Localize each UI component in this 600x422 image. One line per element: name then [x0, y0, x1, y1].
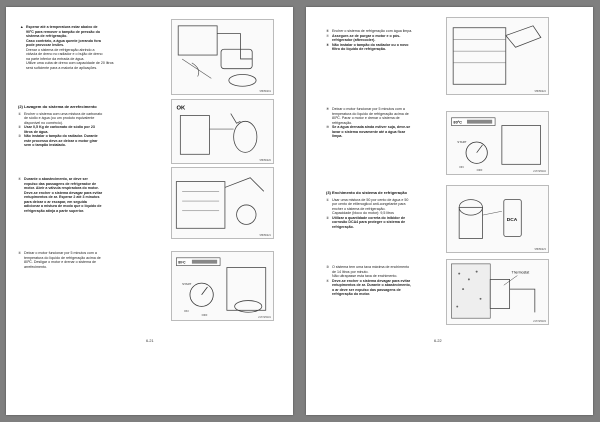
figure-code: SMDM0023 [534, 248, 546, 251]
bullet-icon: ⑨ [326, 107, 330, 111]
figure-ok-label: OK [176, 105, 186, 112]
key-on-label: ON [459, 165, 464, 170]
figure-code: SMDM0021 [259, 234, 271, 237]
bullet-icon: ③ [326, 265, 330, 269]
section-fill-clean: ⑥ Encher o sistema de refrigeração com água limpa. ⑦ Assegure-se de purgar o motor e o pós- refrigerador (aftercooler). ⑧ Não instalar o tampão do radiador ou o novo filtro do líquido de refrigeração. [326, 29, 413, 51]
figure-engine-fill [171, 167, 274, 239]
bullet-icon: ② [326, 215, 330, 220]
bullet-icon: ② [18, 125, 22, 129]
bullet-icon: ④ [18, 177, 22, 181]
section-fill-rate: ③ O sistema tem uma taxa máxima de enchimento de 14 litros por minuto. Não ultrapasse esta taxa de enchimento. ④ Deve-se encher o sistema devagar para evitar entupimentos de ar. Durante o abastecimento, o ar deve ser expulso das passagens de refrigeração do motor. [326, 265, 411, 296]
section-run-engine: ⑤ Deixar o motor funcionar por 5 minutos com a temperatura do líquido de refrigeração acima de 80ºC. Desligar o motor e drenar o sistema de arrefecimento. [18, 251, 101, 269]
key-off-label: OFF [201, 313, 208, 318]
figure-code: 21ST85002 [533, 170, 546, 173]
bullet-icon: ③ [18, 134, 22, 138]
figure-radiator-fill [446, 17, 549, 95]
warning-icon: ▲ [20, 25, 24, 29]
key-start-label: START [457, 140, 467, 144]
section-run-drain: ⑨ Deixar o motor funcionar por 5 minutos com a temperatura do líquido de refrigeração acima de 80ºC. Parar o motor e drenar o sistema de refrigeração. ⑩ Se a água drenada ainda estiver suja, deve-se lavar o sistema novamente até a água ficar limpa. [326, 107, 411, 138]
key-start-label: START [182, 282, 192, 287]
key-on-label: ON [184, 309, 189, 314]
bullet-icon: ⑤ [18, 251, 22, 255]
section-air-purge: ④ Durante o abastecimento, ar deve ser expulso das passagens de refrigerador de motor. Abrir a válvula respiradora do motor. Deve-se encher o sistema devagar para evitar entupimentos de ar. Esperar 2 até 3 minutos para deixar o ar escapar, em seguida adicionar a mistura de modo que o líquido de refrigeração atinja a parte superior. [18, 177, 103, 213]
gauge-temperature-label: 80ºC [453, 119, 462, 125]
bullet-icon: ⑦ [326, 33, 330, 38]
bullet-icon: ① [326, 197, 330, 202]
section-flushing: (2) Lavagem do sistema de arrefecimento ① Encher o sistema com uma mistura de carbonato de sódio e água (ou um produto equivalente disponível no comércio). ② Usar 0,5 Kg de carbonato de sódio por 23 litros de água. ③ Não instalar o tampão do radiador. Durante este processo deve-se deixar o motor girar sem o tampão instalado. [18, 104, 103, 147]
warning-text: ▲ Esperar até a temperatura estar abaixo de 90ºC para remover o tampão de pressão do sistema de refrigeração. Caso contrário, a água quente jorrando fora pode provocar lesões. Drenar o sistema de refrigeração abrindo a válvula de dreno no radiador e o bujão de dreno na parte inferior da entrada de água. Utilize uma cuba de dreno com capacidade de 20 litros será suficiente para a maioria de aplicações. [20, 25, 114, 70]
bullet-icon: ⑧ [326, 42, 330, 47]
figure-radiator-drain [171, 19, 274, 95]
figure-gauge-key-2 [446, 111, 549, 175]
bullet-icon: ④ [326, 278, 330, 283]
figure-gauge-key [171, 251, 274, 321]
page-number: 6-22 [434, 339, 442, 343]
page-number: 6-21 [146, 339, 154, 343]
figure-code: 21ST85001 [258, 316, 271, 319]
thermostat-label: Thermostat [511, 270, 530, 275]
figure-sodium-carbonate [171, 99, 274, 164]
figure-code: SMDM0019 [259, 90, 271, 93]
key-off-label: OFF [476, 168, 483, 173]
left-page [6, 7, 293, 415]
figure-dca-bottle [446, 185, 549, 253]
bullet-icon: ⑥ [326, 29, 330, 33]
figure-code: SMDM0022 [534, 90, 546, 93]
figure-code: SMDM0020 [259, 159, 271, 162]
gauge-temperature-label: 80ºC [178, 260, 186, 265]
section-coolant-fill: (3) Enchimento do sistema de refrigeração ① Usar uma mistura de 50 por cento de água e 50 por cento de etilenoglicol anti-congelante para encher o sistema de refrigeração. Capacidade (bloco do motor): 9,5 litros ② Utilizar a quantidade correta do inibidor de corrosão DCA4 para proteger o sistema de refrigeração. [326, 190, 409, 229]
bullet-icon: ⑩ [326, 125, 330, 129]
bullet-icon: ① [18, 111, 22, 116]
figure-code: 21ST85003 [533, 320, 546, 323]
dca-label: DCA [506, 217, 518, 223]
figure-thermostat [446, 259, 549, 325]
right-page [306, 7, 593, 415]
